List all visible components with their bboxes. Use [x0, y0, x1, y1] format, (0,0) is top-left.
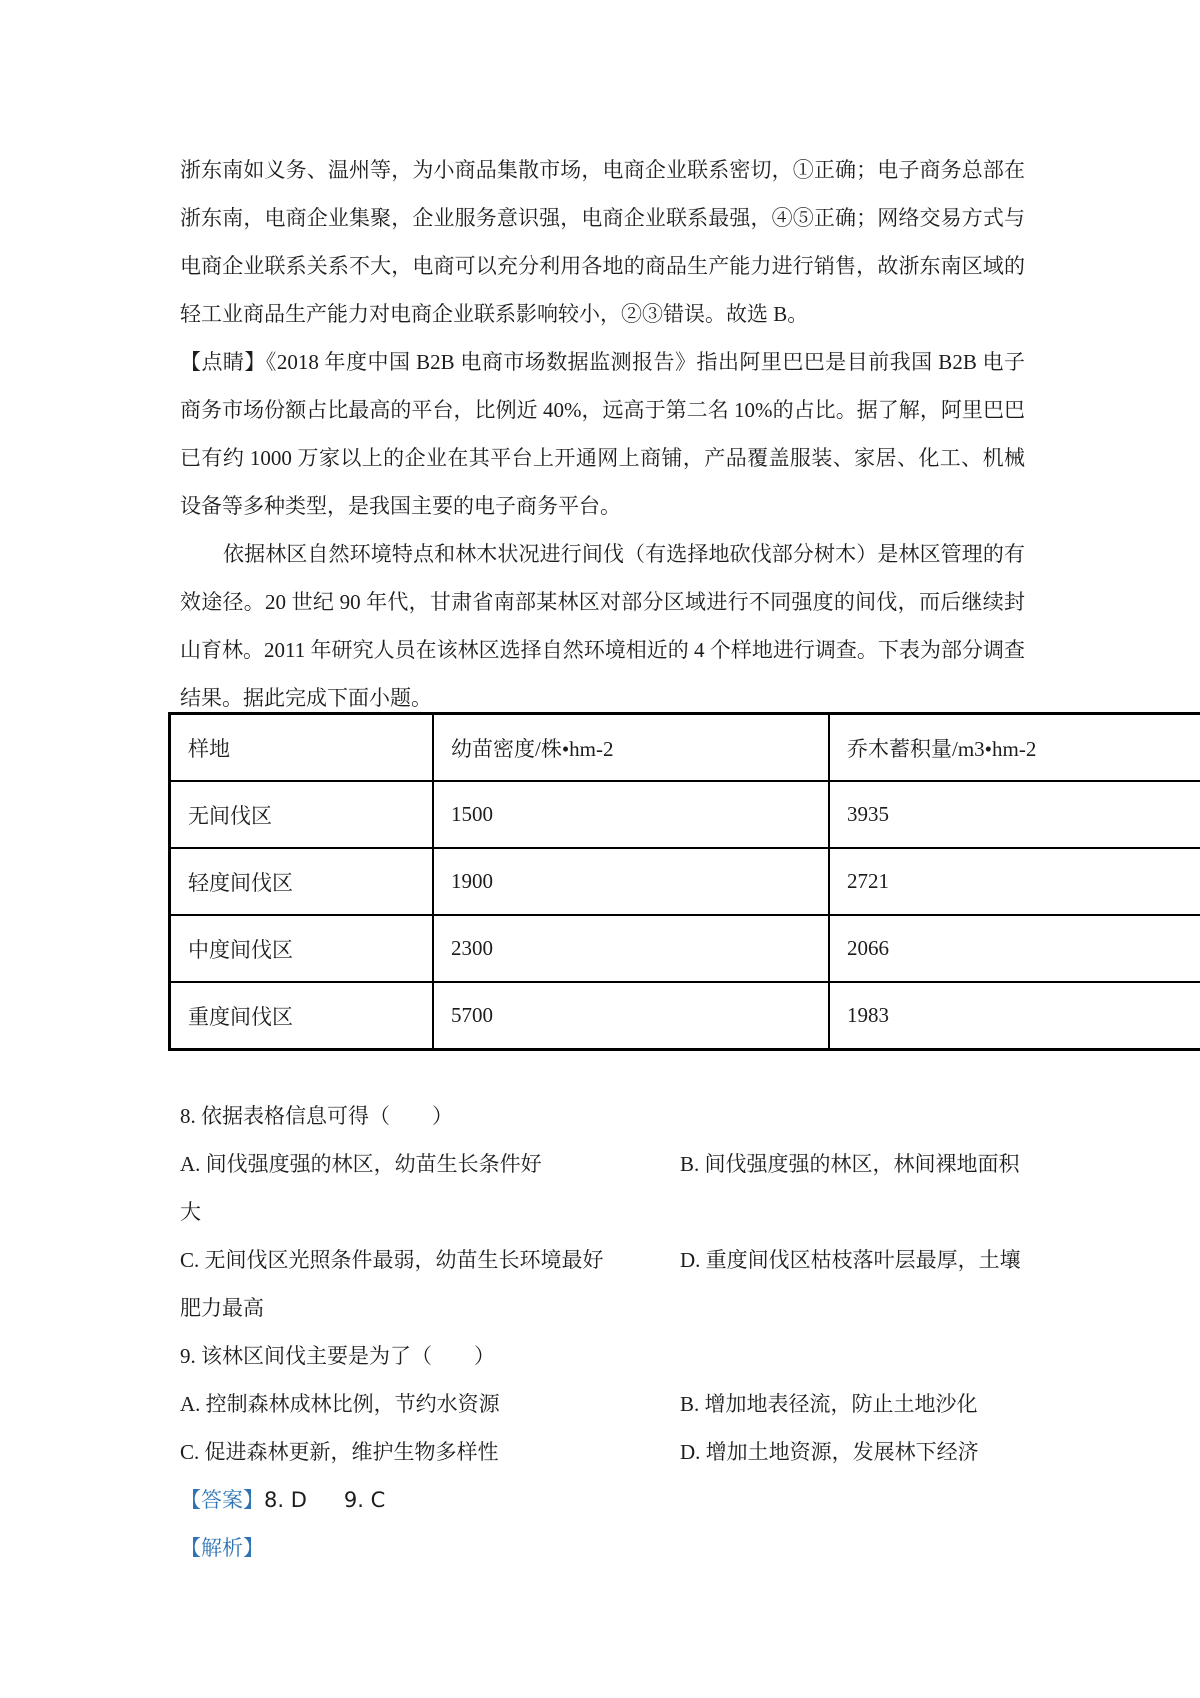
- answer-line: [180, 1476, 1200, 1524]
- table-row: [170, 848, 1200, 915]
- question9-option-b: B. 增加地表径流，防止土地沙化: [680, 1392, 978, 1416]
- table-cell-density: 1900: [433, 848, 829, 915]
- table-cell-density: 5700: [433, 982, 829, 1050]
- table-cell-plot: 轻度间伐区: [170, 848, 434, 915]
- analysis-heading: 【解析】: [180, 1536, 264, 1560]
- question9-option-d: D. 增加土地资源，发展林下经济: [680, 1440, 979, 1464]
- question8-options-row-ab: [180, 1140, 1025, 1188]
- table-cell-plot: 无间伐区: [170, 781, 434, 848]
- column-header-sample-plot: 样地: [170, 714, 434, 782]
- table-cell-volume: 3935: [829, 781, 1200, 848]
- spacer-cell: [680, 1188, 1025, 1236]
- table-cell-volume: 2066: [829, 915, 1200, 982]
- question8-option-d: D. 重度间伐区枯枝落叶层最厚，土壤: [680, 1248, 1021, 1272]
- table-cell-plot: 中度间伐区: [170, 915, 434, 982]
- table-cell-plot: 重度间伐区: [170, 982, 434, 1050]
- question8-option-c: C. 无间伐区光照条件最弱，幼苗生长环境最好: [180, 1248, 604, 1272]
- table-header-row: [170, 714, 1200, 782]
- question-passage: 依据林区自然环境特点和林木状况进行间伐（有选择地砍伐部分树木）是林区管理的有效途径。20 世纪 90 年代，甘肃省南部某林区对部分区域进行不同强度的间伐，而后继续封山育林。2011 年研究人员在该林区选择自然环境相近的 4 个样地进行调查。下表为部分调查结果。据此完成下面小题。: [180, 542, 1025, 710]
- column-header-seedling-density: 幼苗密度/株•hm-2: [433, 714, 829, 782]
- tip-label: 【点睛】: [180, 350, 266, 374]
- question8-option-b-overflow: 大: [180, 1200, 201, 1224]
- question8-options-row-cd: [180, 1236, 1025, 1284]
- question9-option-a: A. 控制森林成林比例，节约水资源: [180, 1392, 500, 1416]
- answer-q9-value: 9. C: [343, 1488, 386, 1512]
- tip-text: 《2018 年度中国 B2B 电商市场数据监测报告》指出阿里巴巴是目前我国 B2B 电子商务市场份额占比最高的平台，比例近 40%，远高于第二名 10%的占比。据了解，阿里巴巴已有约 1000 万家以上的企业在其平台上开通网上商铺，产品覆盖服装、家居、化工、机械设备等多种类型，是我国主要的电子商务平台。: [180, 350, 1026, 518]
- question8-option-b-continuation: [180, 1188, 1025, 1236]
- answer-q8-value: 8. D: [264, 1488, 307, 1512]
- table-row: [170, 781, 1200, 848]
- table-row: [170, 915, 1200, 982]
- analysis-paragraph: 浙东南如义务、温州等，为小商品集散市场，电商企业联系密切，①正确；电子商务总部在浙东南，电商企业集聚，企业服务意识强，电商企业联系最强，④⑤正确；网络交易方式与电商企业联系关系不大，电商可以充分利用各地的商品生产能力进行销售，故浙东南区域的轻工业商品生产能力对电商企业联系影响较小，②③错误。故选 B。: [180, 158, 1025, 326]
- question8-stem: 8. 依据表格信息可得（ ）: [180, 1104, 453, 1128]
- table-cell-density: 2300: [433, 915, 829, 982]
- forest-survey-table: [168, 712, 1200, 1051]
- table-cell-density: 1500: [433, 781, 829, 848]
- question9-option-c: C. 促进森林更新，维护生物多样性: [180, 1440, 499, 1464]
- spacer-cell: [680, 1284, 1025, 1332]
- table-cell-volume: 2721: [829, 848, 1200, 915]
- question8-option-d-overflow: 肥力最高: [180, 1296, 264, 1320]
- column-header-tree-volume: 乔木蓄积量/m3•hm-2: [829, 714, 1200, 782]
- question9-stem: 9. 该林区间伐主要是为了（ ）: [180, 1344, 495, 1368]
- table-cell-volume: 1983: [829, 982, 1200, 1050]
- answer-label: 【答案】: [180, 1488, 264, 1512]
- question8-option-d-continuation: [180, 1284, 1025, 1332]
- tip-paragraph: [180, 338, 1025, 530]
- question8-option-a: A. 间伐强度强的林区，幼苗生长条件好: [180, 1152, 542, 1176]
- table-row: [170, 982, 1200, 1050]
- question9-options-row-ab: [180, 1380, 1025, 1428]
- question9-options-row-cd: [180, 1428, 1025, 1476]
- question8-option-b: B. 间伐强度强的林区，林间裸地面积: [680, 1152, 1020, 1176]
